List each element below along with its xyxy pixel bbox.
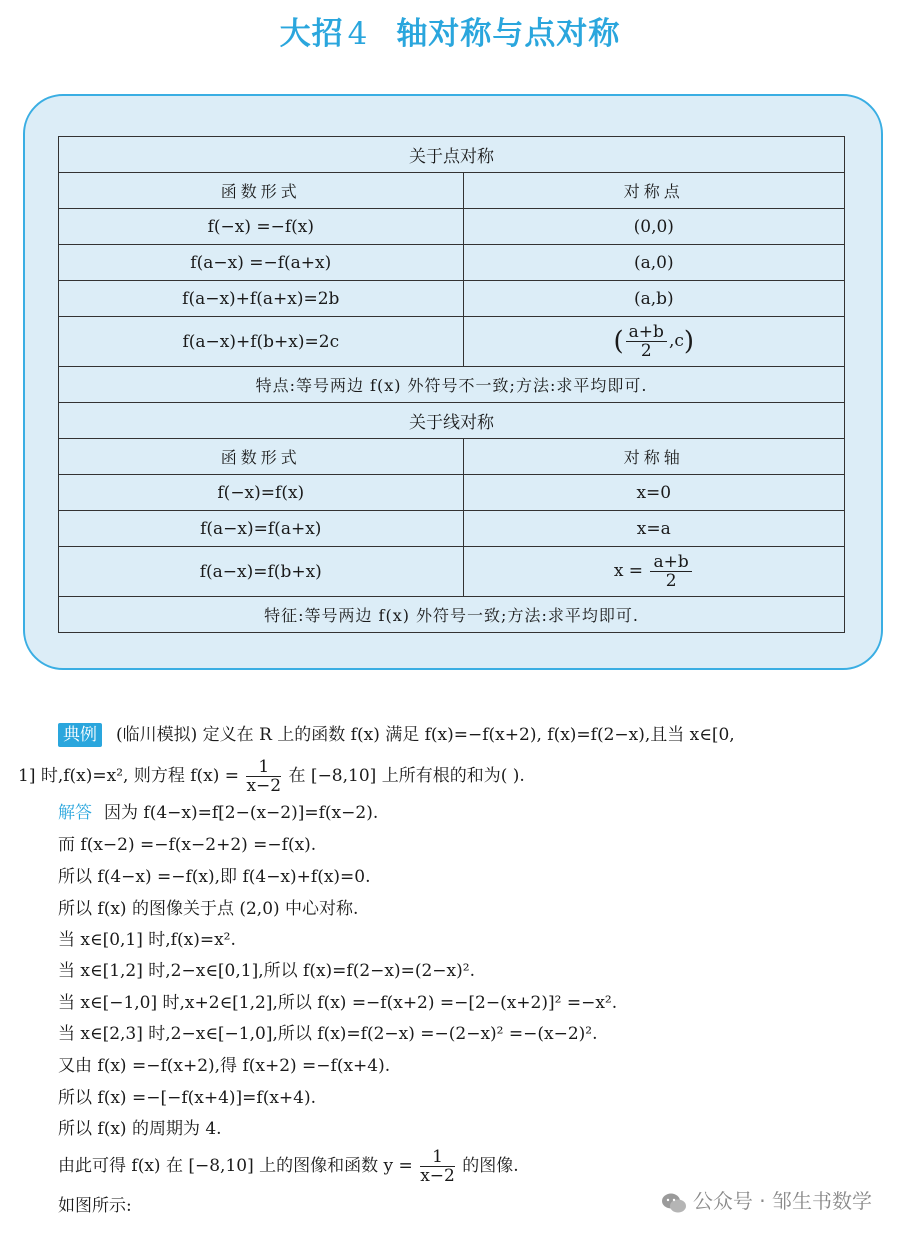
solution-step-7: 当 x∈[−1,0] 时,x+2∈[1,2],所以 f(x) =−f(x+2) =−[2−(x+2)]² =−x². (58, 993, 618, 1013)
solution-step-2: 而 f(x−2) =−f(x−2+2) =−f(x). (58, 835, 317, 855)
point-row-4-denominator: 2 (640, 341, 652, 361)
watermark (661, 1185, 872, 1214)
line-row-3-form: f(a−x)=f(b+x) (59, 547, 464, 597)
solution-step-5: 当 x∈[0,1] 时,f(x)=x². (58, 930, 236, 950)
solution-step-9: 又由 f(x) =−f(x+2),得 f(x+2) =−f(x+4). (58, 1056, 391, 1076)
point-col-point: 对称点 (463, 173, 844, 209)
example-text-2a: 1] 时,f(x)=x², 则方程 f(x) = (18, 766, 240, 786)
solution-fraction-denominator: x−2 (420, 1166, 455, 1186)
line-row-3-axis-prefix: x = (613, 561, 644, 581)
solution-last-b: 的图像. (462, 1156, 519, 1176)
solution-step-1-text: 因为 f(4−x)=f[2−(x−2)]=f(x−2). (104, 803, 379, 823)
title-number: 4 (347, 16, 369, 52)
solution-step-6: 当 x∈[1,2] 时,2−x∈[0,1],所以 f(x)=f(2−x)=(2−x)². (58, 961, 475, 981)
symmetry-table (58, 136, 845, 633)
line-row-3-denominator: 2 (665, 571, 677, 591)
watermark-text: 公众号 · 邹生书数学 (692, 1189, 872, 1213)
solution-fraction-numerator: 1 (420, 1148, 455, 1167)
line-col-form: 函数形式 (59, 439, 464, 475)
line-row-2-axis: x=a (463, 511, 844, 547)
point-symmetry-heading: 关于点对称 (59, 137, 845, 173)
point-row-4-numerator: a+b (626, 323, 667, 342)
point-row-3-point: (a,b) (463, 281, 844, 317)
point-row-4-point: ( $\frac{a+b}{2}$ ,c) (463, 317, 844, 367)
line-col-axis: 对称轴 (463, 439, 844, 475)
solution-step-10: 所以 f(x) =−[−f(x+4)]=f(x+4). (58, 1088, 317, 1108)
page-title (0, 8, 900, 53)
point-row-4-form: f(a−x)+f(b+x)=2c (59, 317, 464, 367)
example-fraction-denominator: x−2 (246, 776, 282, 796)
solution-step-8: 当 x∈[2,3] 时,2−x∈[−1,0],所以 f(x)=f(2−x) =−(2−x)² =−(x−2)². (58, 1024, 598, 1044)
line-row-1-form: f(−x)=f(x) (59, 475, 464, 511)
solution-last-a: 由此可得 f(x) 在 [−8,10] 上的图像和函数 y = (58, 1156, 413, 1176)
title-label: 大招 (279, 16, 344, 52)
point-row-4-fraction (626, 323, 667, 360)
example-fraction (246, 758, 281, 795)
line-symmetry-note: 特征:等号两边 f(x) 外符号一致;方法:求平均即可. (59, 597, 845, 633)
example-line-2 (18, 758, 525, 795)
line-row-3-numerator: a+b (650, 553, 691, 572)
example-fraction-numerator: 1 (246, 758, 281, 777)
point-row-2-form: f(a−x) =−f(a+x) (59, 245, 464, 281)
point-row-1-form: f(−x) =−f(x) (59, 209, 464, 245)
solution-step-3: 所以 f(4−x) =−f(x),即 f(4−x)+f(x)=0. (58, 867, 371, 887)
solution-step-11: 所以 f(x) 的周期为 4. (58, 1119, 222, 1139)
solution-closing: 如图所示: (58, 1196, 132, 1216)
example-tag: 典例 (58, 723, 102, 747)
example-text-2b: 在 [−8,10] 上所有根的和为( ). (288, 766, 525, 786)
solution-step-1 (58, 802, 378, 824)
wechat-icon (661, 1192, 687, 1214)
point-col-form: 函数形式 (59, 173, 464, 209)
point-row-1-point: (0,0) (463, 209, 844, 245)
solution-fraction (420, 1148, 455, 1185)
point-symmetry-note: 特点:等号两边 f(x) 外符号不一致;方法:求平均即可. (59, 367, 845, 403)
solution-step-12 (58, 1148, 519, 1185)
point-row-2-point: (a,0) (463, 245, 844, 281)
solution-step-4: 所以 f(x) 的图像关于点 (2,0) 中心对称. (58, 899, 359, 919)
line-row-3-fraction (650, 553, 691, 590)
line-row-2-form: f(a−x)=f(a+x) (59, 511, 464, 547)
point-row-3-form: f(a−x)+f(a+x)=2b (59, 281, 464, 317)
line-symmetry-heading: 关于线对称 (59, 403, 845, 439)
line-row-1-axis: x=0 (463, 475, 844, 511)
line-row-3-axis (463, 547, 844, 597)
title-text: 轴对称与点对称 (396, 16, 621, 52)
solution-tag: 解答 (58, 803, 92, 823)
example-text-1: (临川模拟) 定义在 R 上的函数 f(x) 满足 f(x)=−f(x+2), f(x)=f(2−x),且当 x∈[0, (116, 725, 735, 745)
point-row-4-tail: ,c (668, 331, 684, 351)
example-line-1 (58, 723, 735, 747)
